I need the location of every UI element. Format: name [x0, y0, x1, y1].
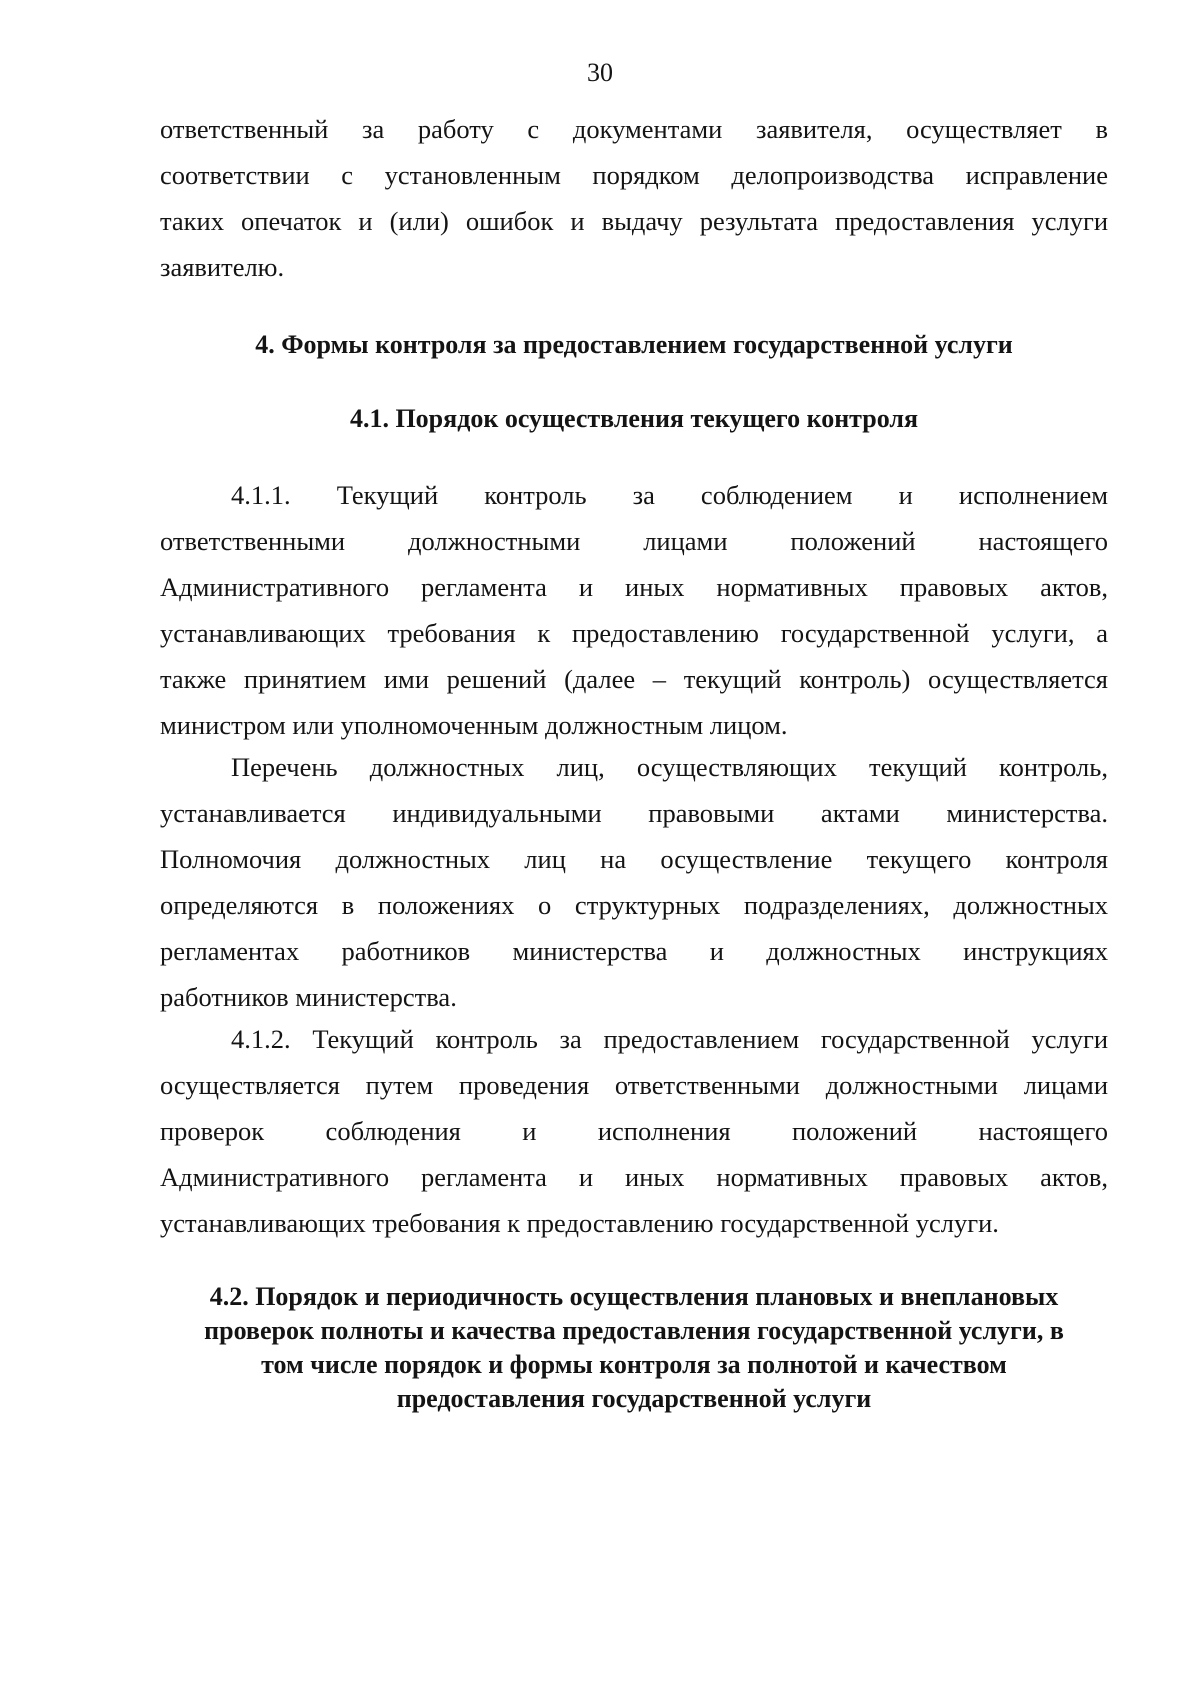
text-line: устанавливающих требования к предоставлению государственной услуги.	[160, 1208, 999, 1238]
text-line: также принятием ими решений (далее – текущий контроль) осуществляется	[160, 664, 1108, 694]
text-line: устанавливающих требования к предоставлению государственной услуги, а	[160, 618, 1108, 648]
text-line: 4.1.1. Текущий контроль за соблюдением и исполнением	[231, 480, 1108, 510]
text-line: проверок соблюдения и исполнения положений настоящего	[160, 1116, 1108, 1146]
text-line: ответственный за работу с документами заявителя, осуществляет в	[160, 114, 1108, 144]
intro-paragraph	[160, 106, 1108, 290]
text-line: заявителю.	[160, 252, 285, 282]
text-line: Перечень должностных лиц, осуществляющих текущий контроль,	[231, 752, 1108, 782]
text-line: ответственными должностными лицами положений настоящего	[160, 526, 1108, 556]
text-line: осуществляется путем проведения ответственными должностными лицами	[160, 1070, 1108, 1100]
heading-line: 4.2. Порядок и периодичность осуществления плановых и внеплановых	[209, 1282, 1059, 1311]
paragraph-4-1-1	[160, 472, 1108, 748]
heading-line: 4.1. Порядок осуществления текущего контроля	[349, 404, 919, 433]
paragraph-4-1-2	[160, 1016, 1108, 1246]
heading-line: предоставления государственной услуги	[396, 1384, 872, 1413]
text-line: министром или уполномоченным должностным лицом.	[160, 710, 788, 740]
page-number: 30	[587, 58, 613, 87]
text-line: Административного регламента и иных нормативных правовых актов,	[160, 572, 1108, 602]
heading-line: 4. Формы контроля за предоставлением государственной услуги	[255, 330, 1013, 359]
heading-line: проверок полноты и качества предоставления государственной услуги, в	[204, 1316, 1064, 1345]
heading-line: том числе порядок и формы контроля за полнотой и качеством	[261, 1350, 1007, 1379]
text-line: соответствии с установленным порядком делопроизводства исправление	[160, 160, 1108, 190]
text-line: устанавливается индивидуальными правовыми актами министерства.	[160, 798, 1108, 828]
section-4-1-heading	[160, 402, 1108, 436]
text-line: таких опечаток и (или) ошибок и выдачу результата предоставления услуги	[160, 206, 1108, 236]
text-line: определяются в положениях о структурных подразделениях, должностных	[160, 890, 1108, 920]
text-line: Административного регламента и иных нормативных правовых актов,	[160, 1162, 1108, 1192]
text-line: регламентах работников министерства и должностных инструкциях	[160, 936, 1108, 966]
text-line: 4.1.2. Текущий контроль за предоставлением государственной услуги	[231, 1024, 1108, 1054]
section-4-2-heading	[160, 1280, 1108, 1416]
text-line: Полномочия должностных лиц на осуществление текущего контроля	[160, 844, 1108, 874]
paragraph-officials-list	[160, 744, 1108, 1020]
text-line: работников министерства.	[160, 982, 457, 1012]
section-4-heading	[160, 328, 1108, 362]
